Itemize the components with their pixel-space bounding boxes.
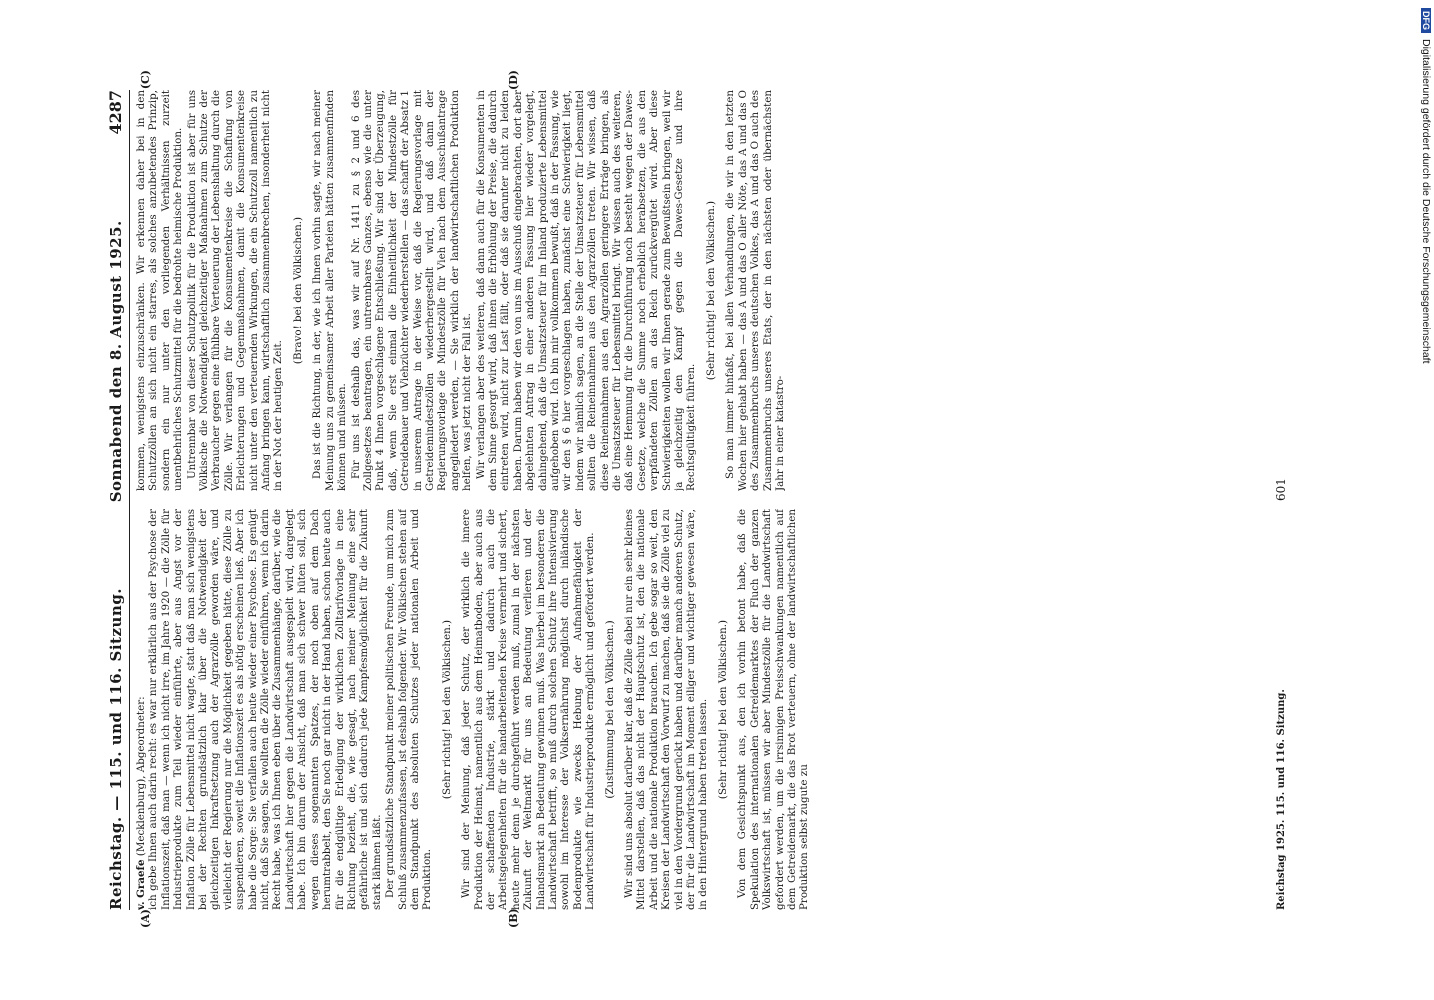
left-column-first-paragraph: v. Graefe (Mecklenburg), Abgeordneter: ich gebe Ihnen auch darin recht: es war nur erklärlich aus der Psychose der Inflationszeit, daß man — wenn ich nicht irre, im Jahre 1920 — die Zölle für Industrieprodukte zum Teil wieder einführte, aber aus Angst vor der Inflation Zölle für Lebensmittel nicht wagte, statt daß man sich wenigstens bei der Rechten grundsätzlich klar über die Notwendigkeit der gleichzeitigen Inkraftsetzung auch der Agrarzölle geworden wäre, und vielleicht der Regierung nur die Möglichkeit gegeben hätte, diese Zölle zu suspendieren, soweit die Inflationszeit es als nötig erscheinen ließ. Aber ich habe die Sorge: Sie verfallen auch heute wieder einer Psychose. Es genügt nicht, daß Sie sagen, Sie wollten die Zölle wieder einführen, wenn ich darin Recht habe, was ich Ihnen eben über die Zusammenhänge, darüber, wie die Landwirtschaft hier gegen die Landwirtschaft ausgespielt wird, dargelegt habe. Ich bin darum der Ansicht, daß man sich schwer hüten soll, sich wegen dieses sogenannten Spatzes, der noch oben auf dem Dach herumtrabbelt, den Sie noch gar nicht in der Hand haben, schon heute auch für die endgültige Erledigung der wirklichen Zolltarifvorlage in eine Richtung bezieht, die, wie gesagt, nach meiner Meinung eine sehr gefährliche ist und sich dadurch jede Kampfesmöglichkeit für die Zukunft stark lähmen läßt.	[135, 509, 383, 910]
text-columns	[135, 90, 1267, 910]
dfg-logo: DFG	[1421, 8, 1431, 33]
footer-left: Reichstag 1925. 115. und 116. Sitzung.	[1275, 689, 1287, 910]
interjection: (Sehr richtig! bei den Völkischen.)	[704, 200, 717, 381]
running-head-date: Sonnabend den 8. August 1925.	[107, 220, 125, 503]
right-column	[135, 90, 1267, 491]
page-footer	[1271, 90, 1291, 910]
margin-marker-c: (C)	[139, 70, 152, 90]
footer-page-number: 601	[1274, 478, 1288, 502]
paragraph: Wir verlangen aber des weiteren, daß dann auch für die Konsumenten in dem Sinne gesorgt wird, daß ihnen die Erhöhung der Preise, die dadurch eintreten wird, nicht zur Last fällt, oder daß sie darunter nicht zu leiden haben. Darum haben wir den von uns im Ausschuß eingebrachten, dort aber abgelehnten Antrag in einer anderen Fassung hier wieder vorgelegt, dahingehend, daß die Umsatzsteuer für im Inland produzierte Lebensmittel aufgehoben wird. Ich bin mir vollkommen bewußt, daß in der Fassung, wie wir den § 6 hier vorgeschlagen haben, zunächst eine Schwierigkeit liegt, indem wir nämlich sagen, an die Stelle der Umsatzsteuer für Lebensmittel sollten die Reineinnahmen aus den Agrarzöllen treten. Wir wissen, daß diese Reineinnahmen aus den Agrarzöllen geringere Erträge bringen, als die Umsatzsteuer für Lebensmittel bringt. Wir wissen auch des weiteren, daß eine Hemmung für die Durchführung noch besteht wegen der Dawes-Gesetze, welche die Summe noch erheblich herabsetzen, die aus den verpfändeten Zöllen an das Reich zurückvergütet wird. Aber diese Schwierigkeiten wollen wir Ihnen gerade zum Bewußtsein bringen, weil wir ja gleichzeitig den Kampf gegen die Dawes-Gesetze und ihre Rechtsgültigkeit führen.	[474, 90, 698, 491]
dfg-credit-text: Digitalisierung gefördert durch die Deutsche Forschungsgemeinschaft	[1420, 39, 1432, 364]
speaker-note: (Mecklenburg), Abgeordneter:	[135, 696, 147, 857]
interjection: (Bravo! bei den Völkischen.)	[291, 216, 304, 365]
paragraph: Wir sind der Meinung, daß jeder Schutz, der wirklich die innere Produktion der Heimat, namentlich aus dem Heimatboden, aber auch aus der schaffenden Industrie, stärkt und dadurch auch die Arbeitsgelegenheiten für die handarbeitenden Kreise vermehrt und sichert, heute mehr denn je durchgeführt werden muß, zumal in der nächsten Zukunft der Weltmarkt für uns an Bedeutung verlieren und der Inlandsmarkt an Bedeutung gewinnen muß. Was hierbei im besonderen die Landwirtschaft betrifft, so muß durch solchen Schutz ihre Intensivierung sowohl im Interesse der Volksernährung möglichst durch inländische Bodenprodukte wie zwecks Hebung der Aufnahmefähigkeit der Landwirtschaft für Industrieprodukte ermöglicht und gefördert werden.	[460, 509, 597, 910]
speaker-name: v. Graefe	[135, 859, 147, 910]
dfg-credit	[1420, 8, 1432, 888]
page-number: 4287	[106, 90, 125, 135]
interjection: (Sehr richtig! bei den Völkischen.)	[716, 619, 729, 800]
paragraph: Für uns ist deshalb das, was wir auf Nr. 1411 zu § 2 und 6 des Zollgesetzes beantragen, ein untrennbares Ganzes, ebenso wie die unter Punkt 4 Ihnen vorgeschlagene Entschließung. Wir sind der Überzeugung, daß, wenn Sie erst einmal die Einheitlichkeit der Mindestzölle für Getreidebauer und Viehzüchter wiederherstellen — das schafft der Absatz 1 in unserem Antrage in der Weise vor, daß die Regierungsvorlage mit Getreidemindestzöllen wiederhergestellt wird, und daß dann der Regierungsvorlage die Mindestzölle für Vieh nach dem Ausschußantrage angegliedert werden, — Sie wirklich der landwirtschaftlichen Produktion helfen, was jetzt nicht der Fall ist.	[349, 90, 474, 491]
margin-marker-d: (D)	[507, 70, 520, 90]
running-head	[99, 90, 130, 910]
left-column	[135, 509, 1267, 910]
paragraph: So man immer hinfaßt, bei allen Verhandlungen, die wir in den letzten Wochen hier gehabt haben — das A und das O aller Nöte, das A und das O des Zusammenbruchs unseres deutschen Volkes, das A und das O auch des Zusammenbruchs unseres Etats, der in den nächsten oder übernächsten Jahr in einer katastro-	[724, 90, 786, 491]
paragraph: kommen, wenigstens einzuschränken. Wir erkennen daher bei in den Schutzzöllen an sich nicht ein starres, als solches anzubetendes Prinzip, sondern ein nur unter den vorliegenden Verhältnissen zurzeit unentbehrliches Schutzmittel für die bedrohte heimische Produktion.	[135, 90, 185, 491]
margin-marker-a: (A)	[139, 909, 152, 928]
interjection: (Sehr richtig! bei den Völkischen.)	[440, 619, 453, 800]
margin-marker-b: (B)	[507, 908, 520, 928]
paragraph: Von dem Gesichtspunkt aus, den ich vorhin betont habe, daß die Spekulation des internationalen Getreidemarktes der Fluch der ganzen Volkswirtschaft ist, müssen wir aber Mindestzölle für die Landwirtschaft gefordert werden, um die irrsinnigen Preisschwankungen namentlich auf dem Getreidemarkt, die das Brot verteuern, ohne der landwirtschaftlichen Produktion selbst zugute zu	[736, 509, 811, 910]
interjection: (Zustimmung bei den Völkischen.)	[603, 620, 616, 799]
paragraph: Der grundsätzliche Standpunkt meiner politischen Freunde, um mich zum Schluß zusammenzufassen, ist deshalb folgender. Wir Völkischen stehen auf dem Standpunkt des absoluten Schutzes jeder nationalen Arbeit und Produktion.	[384, 509, 434, 910]
paragraph: Untrennbar von dieser Schutzpolitik für die Produktion ist aber für uns Völkische die Notwendigkeit gleichzeitiger Maßnahmen zum Schutze der Verbraucher gegen eine fühlbare Verteuerung der Lebenshaltung durch die Zölle. Wir verlangen für die Konsumentenkreise die Schaffung von Erleichterungen und Gegenmaßnahmen, damit die Konsumentenkreise nicht unter den verteuernden Wirkungen, die ein Schutzzoll namentlich zu Anfang bringen kann, wirtschaftlich zusammenbrechen, insonderheit nicht in der Not der heutigen Zeit.	[185, 90, 285, 491]
paragraph: Wir sind uns absolut darüber klar, daß die Zölle dabei nur ein sehr kleines Mittel darstellen, daß das nicht der Hauptschutz ist, den die nationale Arbeit und die nationale Produktion brauchen. Ich gebe sogar so weit, den Kreisen der Landwirtschaft den Vorwurf zu machen, daß sie die Zölle viel zu viel in den Vordergrund gerückt haben und darüber manch anderen Schutz, der für die Landwirtschaft im Moment eiliger und wichtiger gewesen wäre, in den Hintergrund haben treten lassen.	[623, 509, 710, 910]
running-head-left: Reichstag. — 115. und 116. Sitzung.	[107, 587, 125, 910]
document-page	[87, 70, 1327, 930]
paragraph: Das ist die Richtung, in der, wie ich Ihnen vorhin sagte, wir nach meiner Meinung uns zu gemeinsamer Arbeit aller Parteien hätten zusammenfinden können und müssen.	[311, 90, 349, 491]
